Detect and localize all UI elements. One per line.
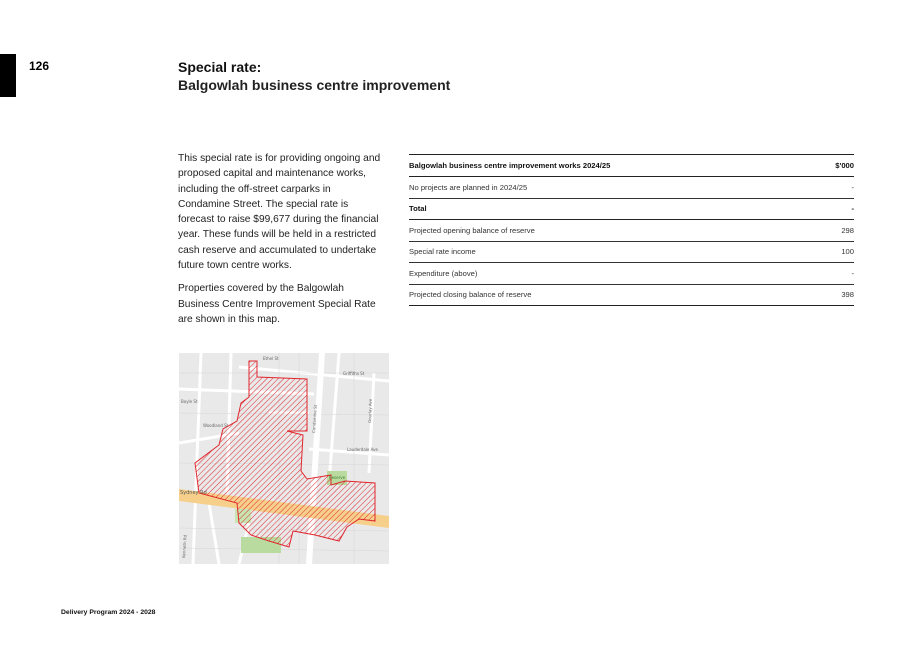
map-label-kenneth: Kenneth Rd: [181, 534, 188, 559]
row-label: Expenditure (above): [409, 263, 816, 285]
page-number: 126: [29, 59, 50, 73]
map-label-condamine: Condamine St: [311, 404, 318, 434]
row-label: Projected opening balance of reserve: [409, 220, 816, 242]
table-row: [409, 284, 854, 306]
row-label: Total: [409, 198, 816, 220]
row-value: 100: [816, 241, 854, 263]
works-table-container: [409, 154, 854, 306]
heading-block: [178, 58, 450, 94]
row-label: No projects are planned in 2024/25: [409, 177, 816, 199]
table-header-row: [409, 155, 854, 177]
row-value: -: [816, 177, 854, 199]
body-text: [178, 151, 383, 335]
row-value: -: [816, 263, 854, 285]
map-label-boyle: Boyle St: [181, 399, 198, 404]
table-row: [409, 241, 854, 263]
row-value: -: [816, 198, 854, 220]
map-label-griffiths: Griffiths St: [343, 371, 365, 376]
row-value: 298: [816, 220, 854, 242]
table-row: [409, 263, 854, 285]
page-title: Special rate:: [178, 59, 262, 75]
map-graphic: [179, 353, 389, 564]
row-label: Special rate income: [409, 241, 816, 263]
table-row-total: [409, 198, 854, 220]
section-tab-marker: [0, 54, 16, 97]
works-table: [409, 154, 854, 306]
special-rate-area-map: [179, 353, 389, 564]
map-label-park: Reserve: [329, 475, 346, 480]
page-footer: Delivery Program 2024 - 2028: [61, 609, 156, 616]
row-value: 398: [816, 284, 854, 306]
table-header-works: Balgowlah business centre improvement works 2024/25: [409, 155, 816, 177]
map-label-sydney-rd: Sydney Rd: [180, 490, 207, 496]
table-row: [409, 220, 854, 242]
table-header-amount: $'000: [816, 155, 854, 177]
body-paragraph-2: Properties covered by the Balgowlah Business Centre Improvement Special Rate are shown in this map.: [178, 283, 376, 325]
table-row: [409, 177, 854, 199]
page-subtitle: Balgowlah business centre improvement: [178, 77, 451, 93]
row-label: Projected closing balance of reserve: [409, 284, 816, 306]
body-paragraph-1: This special rate is for providing ongoing and proposed capital and maintenance works, including the off-street carparks in Condamine Street. The special rate is forecast to raise $99,677 during the financial year. These funds will be held in a restricted cash reserve and accumulated to undertake future town centre works.: [178, 153, 381, 272]
map-label-north-street: Ethel St: [263, 356, 279, 361]
map-label-woodland: Woodland St: [203, 423, 229, 428]
map-label-lauderdale: Lauderdale Ave: [347, 447, 378, 452]
map-label-gourlay: Gourlay Ave: [367, 398, 373, 424]
